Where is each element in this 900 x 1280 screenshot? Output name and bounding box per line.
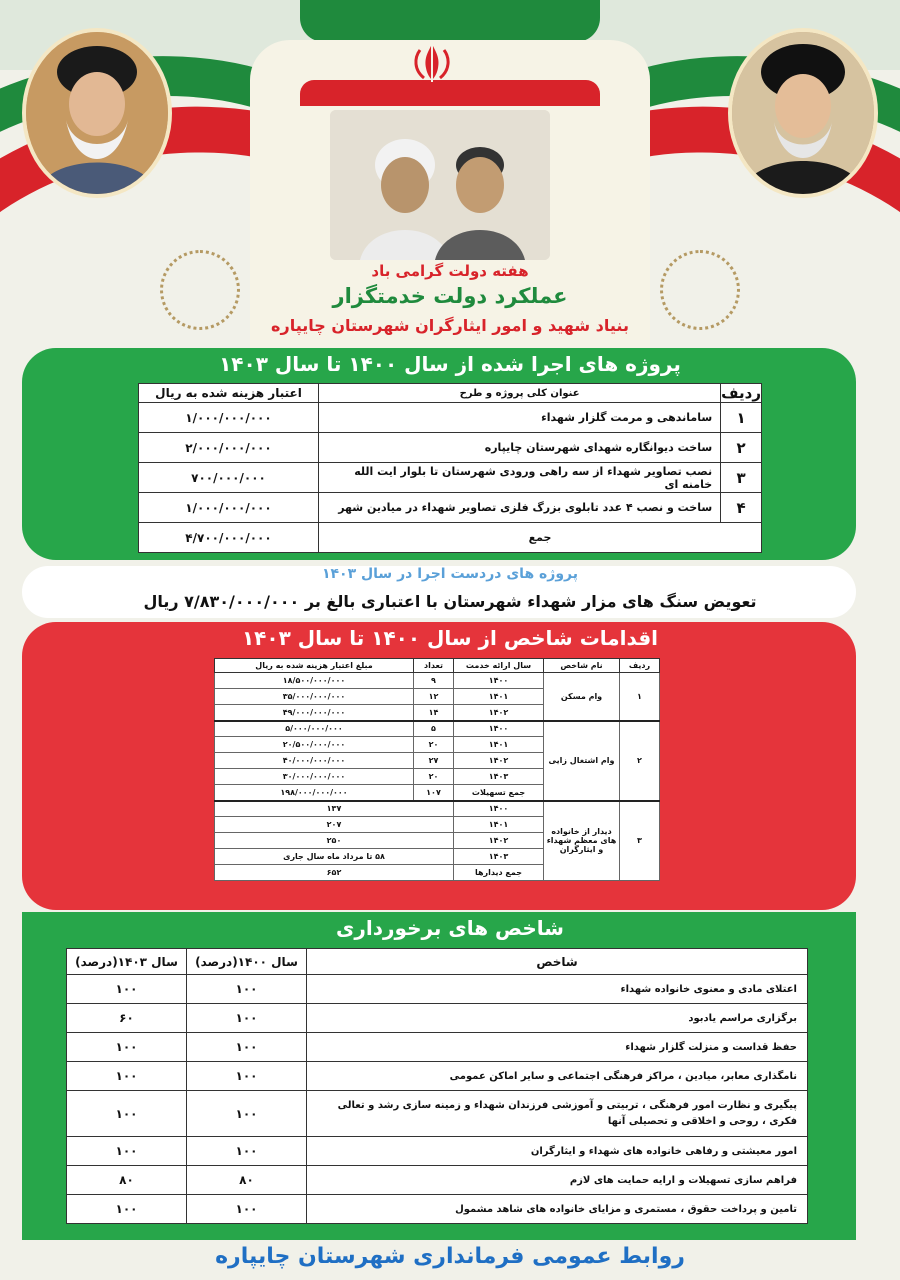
- project-cost: ۷۰۰/۰۰۰/۰۰۰: [139, 463, 319, 493]
- current-project-text: تعویض سنگ های مزار شهداء شهرستان با اعتباری بالغ بر ۷/۸۳۰/۰۰۰/۰۰۰ ریال: [143, 592, 757, 611]
- year: ۱۴۰۱: [454, 817, 544, 833]
- col-1403-percent: سال ۱۴۰۳(درصد): [67, 949, 187, 975]
- table-row: [139, 493, 762, 523]
- footer-credit: روابط عمومی فرمانداری شهرستان چایپاره: [215, 1244, 685, 1269]
- amount: ۴۹/۰۰۰/۰۰۰/۰۰۰: [215, 705, 414, 721]
- count: ۲۷: [414, 753, 454, 769]
- value-1403: ۸۰: [67, 1166, 187, 1195]
- table-row: [67, 1137, 808, 1166]
- year: جمع دیدارها: [454, 865, 544, 881]
- amount: ۴۰/۰۰۰/۰۰۰/۰۰۰: [215, 753, 414, 769]
- table-row: [67, 1033, 808, 1062]
- table-row: [67, 1166, 808, 1195]
- indicator-name: اعتلای مادی و معنوی خانواده شهداء: [307, 975, 808, 1004]
- count: ۱۴: [414, 705, 454, 721]
- table-row: [139, 433, 762, 463]
- indicator-name: امور معیشتی و رفاهی خانواده های شهداء و ایثارگران: [307, 1137, 808, 1166]
- col-row-number: ردیف: [620, 659, 660, 673]
- visit-count: ۲۰۷: [215, 817, 454, 833]
- year: ۱۴۰۱: [454, 689, 544, 705]
- completed-projects-table: [138, 383, 762, 553]
- value-1400: ۱۰۰: [187, 1062, 307, 1091]
- current-project-title: پروژه های دردست اجرا در سال ۱۴۰۳: [321, 566, 579, 582]
- value-1403: ۱۰۰: [67, 1195, 187, 1224]
- row-number: ۱: [620, 673, 660, 721]
- table-row: [67, 975, 808, 1004]
- value-1400: ۱۰۰: [187, 1004, 307, 1033]
- table-row: [67, 1062, 808, 1091]
- count: ۹: [414, 673, 454, 689]
- count: ۲۰: [414, 737, 454, 753]
- value-1400: ۱۰۰: [187, 1137, 307, 1166]
- indicator-name: وام مسکن: [544, 673, 620, 721]
- count: ۲۰: [414, 769, 454, 785]
- value-1403: ۱۰۰: [67, 975, 187, 1004]
- iran-emblem-icon: [410, 40, 454, 84]
- indicator-name: پیگیری و نظارت امور فرهنگی ، تربیتی و آموزشی فرزندان شهداء و زمینه سازی رشد و تعالی فکری ، روحی و اخلاقی و تحصیلی آنها: [307, 1091, 808, 1137]
- table-row: [139, 463, 762, 493]
- value-1403: ۱۰۰: [67, 1091, 187, 1137]
- amount: ۱۹۸/۰۰۰/۰۰۰/۰۰۰: [215, 785, 414, 801]
- indicator-name: تامین و پرداخت حقوق ، مستمری و مزایای خانواده های شاهد مشمول: [307, 1195, 808, 1224]
- martyrs-photo: [330, 110, 550, 260]
- project-cost: ۱/۰۰۰/۰۰۰/۰۰۰: [139, 403, 319, 433]
- count: ۵: [414, 721, 454, 737]
- total-label: جمع: [319, 523, 762, 553]
- top-green-strip: [300, 0, 600, 42]
- value-1400: ۱۰۰: [187, 975, 307, 1004]
- table-row: [139, 403, 762, 433]
- value-1400: ۱۰۰: [187, 1091, 307, 1137]
- amount: ۱۸/۵۰۰/۰۰۰/۰۰۰: [215, 673, 414, 689]
- organization-name: بنیاد شهید و امور ایثارگران شهرستان چایپاره: [271, 316, 629, 335]
- section1-title: پروژه های اجرا شده از سال ۱۴۰۰ تا سال ۱۴۰۳: [219, 352, 681, 376]
- project-name: ساخت و نصب ۴ عدد تابلوی بزرگ فلزی تصاویر شهداء در میادین شهر: [319, 493, 721, 523]
- year: ۱۴۰۲: [454, 705, 544, 721]
- total-value: ۴/۷۰۰/۰۰۰/۰۰۰: [139, 523, 319, 553]
- row-number: ۳: [620, 801, 660, 881]
- row-number: ۳: [721, 463, 762, 493]
- value-1400: ۱۰۰: [187, 1033, 307, 1062]
- year: ۱۴۰۰: [454, 801, 544, 817]
- indicators-table: [66, 948, 808, 1224]
- amount: ۳۵/۰۰۰/۰۰۰/۰۰۰: [215, 689, 414, 705]
- visit-count: ۶۵۲: [215, 865, 454, 881]
- project-cost: ۱/۰۰۰/۰۰۰/۰۰۰: [139, 493, 319, 523]
- count: ۱۰۷: [414, 785, 454, 801]
- indicator-name: فراهم سازی تسهیلات و ارایه حمایت های لازم: [307, 1166, 808, 1195]
- greeting-text: هفته دولت گرامی باد: [371, 262, 529, 280]
- year: ۱۴۰۳: [454, 849, 544, 865]
- value-1403: ۱۰۰: [67, 1062, 187, 1091]
- amount: ۵/۰۰۰/۰۰۰/۰۰۰: [215, 721, 414, 737]
- visit-count: ۱۳۷: [215, 801, 454, 817]
- value-1403: ۱۰۰: [67, 1137, 187, 1166]
- project-cost: ۲/۰۰۰/۰۰۰/۰۰۰: [139, 433, 319, 463]
- visit-count: ۵۸ تا مرداد ماه سال جاری: [215, 849, 454, 865]
- value-1403: ۶۰: [67, 1004, 187, 1033]
- col-count: تعداد: [414, 659, 454, 673]
- key-actions-table: [214, 658, 660, 881]
- section3-title: شاخص های برخورداری: [336, 916, 564, 940]
- year: جمع تسهیلات: [454, 785, 544, 801]
- col-indicator: نام شاخص: [544, 659, 620, 673]
- table-row: [67, 1004, 808, 1033]
- value-1400: ۸۰: [187, 1166, 307, 1195]
- portrait-right: [728, 28, 878, 198]
- row-number: ۱: [721, 403, 762, 433]
- table-row: [67, 1091, 808, 1137]
- col-project-title: عنوان کلی پروژه و طرح: [319, 384, 721, 403]
- indicator-name: برگزاری مراسم یادبود: [307, 1004, 808, 1033]
- value-1400: ۱۰۰: [187, 1195, 307, 1224]
- row-number: ۲: [721, 433, 762, 463]
- indicator-name: حفظ قداست و منزلت گلزار شهداء: [307, 1033, 808, 1062]
- col-amount: مبلغ اعتبار هزینه شده به ریال: [215, 659, 414, 673]
- section2-title: اقدامات شاخص از سال ۱۴۰۰ تا سال ۱۴۰۳: [241, 626, 659, 650]
- project-name: نصب تصاویر شهداء از سه راهی ورودی شهرستان تا بلوار ایت الله خامنه ای: [319, 463, 721, 493]
- year: ۱۴۰۰: [454, 673, 544, 689]
- row-number: ۴: [721, 493, 762, 523]
- project-name: ساماندهی و مرمت گلزار شهداء: [319, 403, 721, 433]
- year: ۱۴۰۲: [454, 753, 544, 769]
- amount: ۳۰/۰۰۰/۰۰۰/۰۰۰: [215, 769, 414, 785]
- table-row: [215, 801, 660, 817]
- amount: ۲۰/۵۰۰/۰۰۰/۰۰۰: [215, 737, 414, 753]
- indicator-name: دیدار از خانواده های معظم شهداء و ایثارگران: [544, 801, 620, 881]
- indicator-name: وام اشتغال زایی: [544, 721, 620, 801]
- page-title: عملکرد دولت خدمتگزار: [332, 284, 568, 308]
- col-cost: اعتبار هزینه شده به ریال: [139, 384, 319, 403]
- col-year: سال ارائه خدمت: [454, 659, 544, 673]
- visit-count: ۲۵۰: [215, 833, 454, 849]
- count: ۱۲: [414, 689, 454, 705]
- year: ۱۴۰۳: [454, 769, 544, 785]
- col-indicator: شاخص: [307, 949, 808, 975]
- table-row: [67, 1195, 808, 1224]
- row-number: ۲: [620, 721, 660, 801]
- project-name: ساخت دیوانگاره شهدای شهرستان چایپاره: [319, 433, 721, 463]
- col-1400-percent: سال ۱۴۰۰(درصد): [187, 949, 307, 975]
- year: ۱۴۰۲: [454, 833, 544, 849]
- total-row: [139, 523, 762, 553]
- year: ۱۴۰۰: [454, 721, 544, 737]
- indicator-name: نامگذاری معابر، میادین ، مراکز فرهنگی اجتماعی و سایر اماکن عمومی: [307, 1062, 808, 1091]
- value-1403: ۱۰۰: [67, 1033, 187, 1062]
- table-row: [215, 673, 660, 689]
- year: ۱۴۰۱: [454, 737, 544, 753]
- table-row: [215, 721, 660, 737]
- portrait-left: [22, 28, 172, 198]
- col-row-number: ردیف: [721, 384, 761, 402]
